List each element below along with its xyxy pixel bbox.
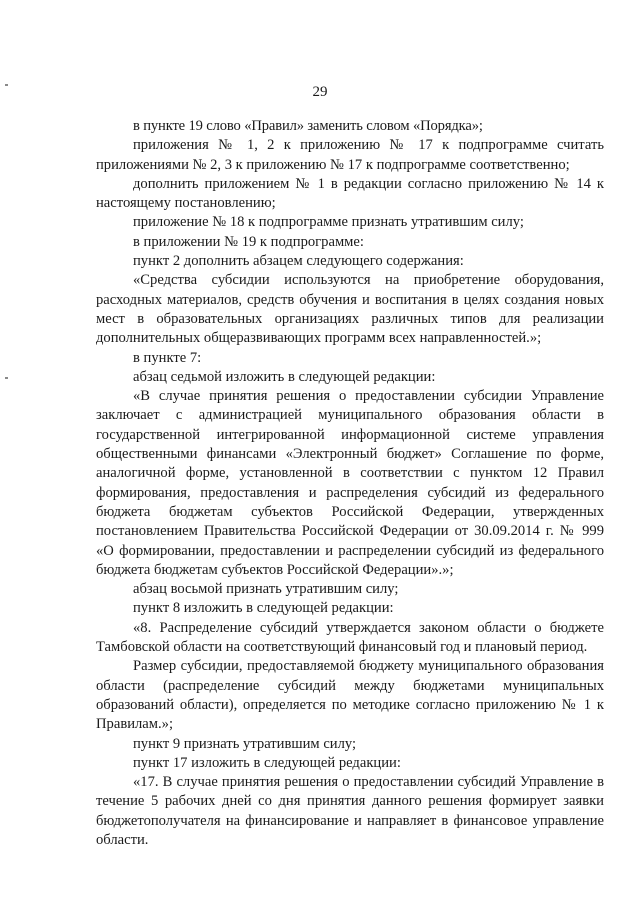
paragraph: приложение № 18 к подпрограмме признать утратившим силу;	[133, 214, 524, 231]
paragraph: «В случае принятия решения о предоставлении субсидии Управление заключает с администрацией муниципального образования области в государственной интегрированной информационной системе управления общественными финансами «Электронный бюджет» Соглашение по форме, аналогичной форме, установленной в соответствии с пунктом 12 Правил формирования, предоставления и распределения субсидий из федерального бюджета бюджетам субъектов Российской Федерации, утвержденных постановлением Правительства Российской Федерации от 30.09.2014 г. № 999 «О формировании, предоставлении и распределении субсидий из федерального бюджета бюджетам субъектов Российской Федерации».»;	[96, 388, 604, 578]
paragraph: абзац восьмой признать утратившим силу;	[133, 581, 399, 598]
paragraph: приложения № 1, 2 к приложению № 17 к подпрограмме считать приложениями № 2, 3 к приложению № 17 к подпрограмме соответственно;	[96, 137, 604, 173]
paragraph: пункт 9 признать утратившим силу;	[133, 735, 357, 752]
paragraph: пункт 8 изложить в следующей редакции:	[133, 600, 394, 617]
page-number: 29	[312, 84, 328, 100]
paragraph: в пункте 19 слово «Правил» заменить словом «Порядка»;	[133, 118, 483, 134]
paragraph: дополнить приложением № 1 в редакции согласно приложению № 14 к настоящему постановлению;	[96, 175, 604, 212]
paragraph: «17. В случае принятия решения о предоставлении субсидий Управление в течение 5 рабочих дней со дня принятия данного решения формирует заявки бюджетополучателя на финансирование и направляет в финансовое управление области.	[96, 774, 604, 848]
paragraph: в пункте 7:	[133, 349, 202, 366]
paragraph: Размер субсидии, предоставляемой бюджету муниципального образования области (распределение субсидий между бюджетами муниципальных образований области), определяется по методике согласно приложению № 1 к Правилам.»;	[96, 658, 604, 733]
document-body	[96, 117, 604, 850]
scan-mark-middle	[5, 377, 8, 379]
paragraph: абзац седьмой изложить в следующей редакции:	[133, 368, 436, 385]
paragraph: «8. Распределение субсидий утверждается законом области о бюджете Тамбовской области на соответствующий финансовый год и плановый период.	[96, 619, 604, 656]
scan-mark-top	[5, 84, 8, 86]
paragraph: пункт 2 дополнить абзацем следующего содержания:	[133, 253, 464, 270]
paragraph: пункт 17 изложить в следующей редакции:	[133, 754, 401, 771]
paragraph: в приложении № 19 к подпрограмме:	[133, 233, 364, 250]
paragraph: «Средства субсидии используются на приобретение оборудования, расходных материалов, средств обучения и воспитания в целях создания новых мест в образовательных организациях различных типов для реализации дополнительных общеразвивающих программ всех направленностей.»;	[96, 272, 604, 347]
